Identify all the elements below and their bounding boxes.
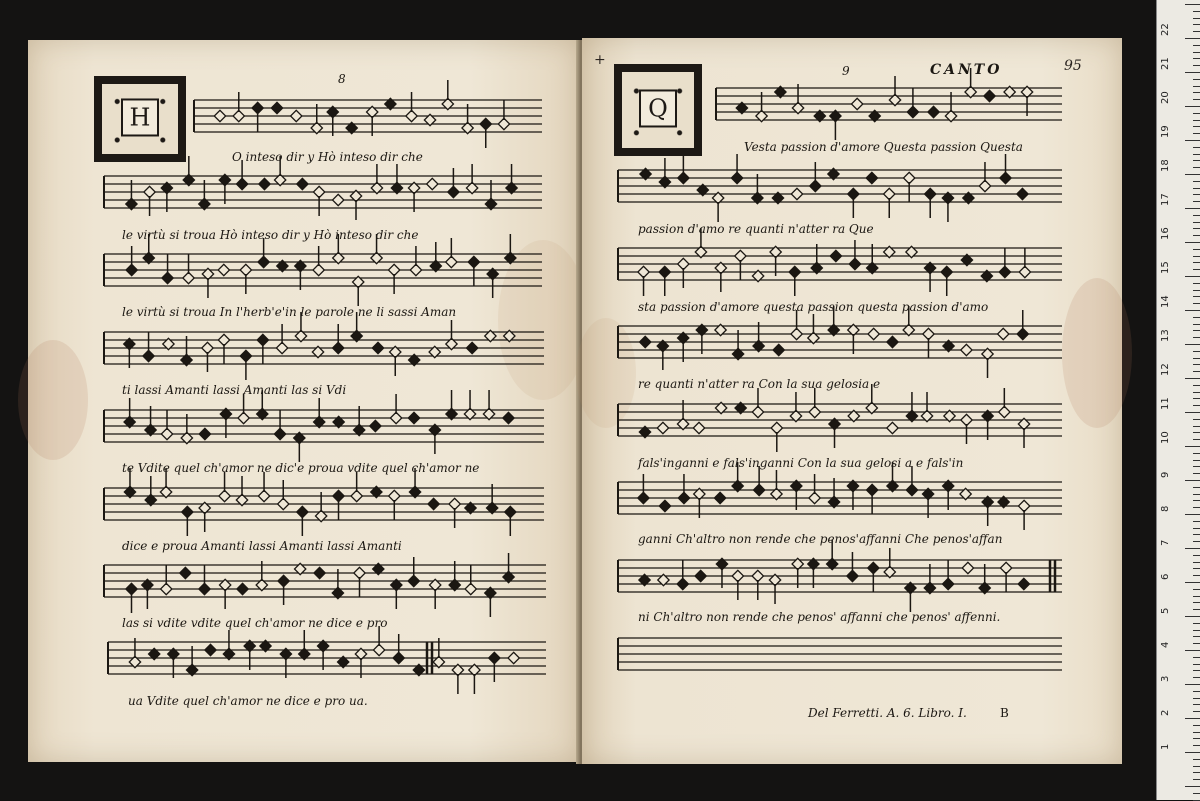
note-head xyxy=(508,652,519,663)
lyric-line: re quanti n'atter ra Con la sua gelosia e xyxy=(638,377,881,391)
ruler-tick xyxy=(1185,72,1200,73)
note-head xyxy=(942,578,953,589)
ruler-tick xyxy=(1185,276,1200,277)
page-number-right: 9 xyxy=(842,64,850,78)
ruler-label: 21 xyxy=(1160,57,1171,70)
ruler-tick xyxy=(1193,235,1200,236)
measurement-ruler xyxy=(1156,0,1200,800)
ruler-tick xyxy=(1185,38,1200,39)
note-head xyxy=(962,562,973,573)
note-head xyxy=(257,334,268,345)
note-head xyxy=(390,412,401,423)
note-head xyxy=(640,336,651,347)
note-head xyxy=(388,264,399,275)
note-head xyxy=(884,188,895,199)
ruler-tick xyxy=(1193,86,1200,87)
ruler-label: 18 xyxy=(1160,159,1171,172)
note-head xyxy=(678,492,689,503)
lyric-line: Vesta passion d'amore Questa passion Questa xyxy=(744,140,1023,154)
ruler-tick xyxy=(1193,11,1200,12)
ruler-tick xyxy=(1185,514,1200,515)
ruler-tick xyxy=(1193,222,1200,223)
note-head xyxy=(468,256,479,267)
note-head xyxy=(278,575,289,586)
note-head xyxy=(446,256,457,267)
ruler-tick xyxy=(1193,18,1200,19)
note-head xyxy=(904,172,915,183)
ruler-tick xyxy=(1193,725,1200,726)
note-head xyxy=(941,266,952,277)
note-head xyxy=(678,172,689,183)
ruler-tick xyxy=(1193,99,1200,100)
lyric-line: ti lassi Amanti lassi Amanti las si Vdi xyxy=(122,383,347,397)
ruler-tick xyxy=(1193,160,1200,161)
note-head xyxy=(205,644,216,655)
voice-header: CANTO xyxy=(930,62,1003,78)
note-head xyxy=(410,264,421,275)
ruler-tick xyxy=(1193,738,1200,739)
note-head xyxy=(659,266,670,277)
ruler-tick xyxy=(1193,562,1200,563)
note-head xyxy=(847,570,858,581)
ruler-tick xyxy=(1185,378,1200,379)
note-head xyxy=(998,328,1009,339)
note-head xyxy=(498,118,509,129)
ruler-tick xyxy=(1193,65,1200,66)
note-head xyxy=(851,98,862,109)
ruler-tick xyxy=(1193,324,1200,325)
ruler-tick xyxy=(1193,691,1200,692)
decorated-initial-h xyxy=(94,76,186,162)
initial-letter: Q xyxy=(639,89,677,127)
ruler-tick xyxy=(1193,358,1200,359)
note-head xyxy=(218,264,229,275)
ruler-tick xyxy=(1193,58,1200,59)
ruler-tick xyxy=(1193,534,1200,535)
ruler-tick xyxy=(1185,616,1200,617)
note-head xyxy=(907,106,918,117)
decorated-initial-q xyxy=(614,64,702,156)
ruler-tick xyxy=(1193,181,1200,182)
note-head xyxy=(162,272,173,283)
note-head xyxy=(372,342,383,353)
ruler-tick xyxy=(1193,31,1200,32)
ruler-tick xyxy=(1185,412,1200,413)
note-head xyxy=(351,490,362,501)
lyric-line: las si vdite vdite quel ch'amor ne dice e pro xyxy=(122,616,388,630)
lyric-line: ua Vdite quel ch'amor ne dice e pro ua. xyxy=(128,694,368,708)
ruler-label: 11 xyxy=(1160,397,1171,410)
ruler-tick xyxy=(1193,793,1200,794)
note-head xyxy=(291,110,302,121)
note-head xyxy=(240,264,251,275)
note-head xyxy=(258,490,269,501)
lyric-line: dice e proua Amanti lassi Amanti lassi Amanti xyxy=(122,539,402,553)
ruler-label: 6 xyxy=(1160,573,1171,580)
ruler-tick xyxy=(1185,582,1200,583)
ruler-tick xyxy=(1193,351,1200,352)
ruler-tick xyxy=(1193,623,1200,624)
initial-letter: H xyxy=(121,98,159,136)
lyric-line: fals'inganni e fals'inganni Con la sua gelosi a e fals'in xyxy=(638,456,964,470)
note-head xyxy=(449,498,460,509)
note-head xyxy=(314,567,325,578)
ruler-tick xyxy=(1193,609,1200,610)
note-head xyxy=(866,484,877,495)
note-head xyxy=(199,583,210,594)
note-head xyxy=(1000,562,1011,573)
lyric-line: le virtù si troua Hò inteso dir y Hò inteso dir che xyxy=(122,228,419,242)
note-head xyxy=(849,258,860,269)
note-head xyxy=(406,110,417,121)
ruler-tick xyxy=(1185,650,1200,651)
ruler-tick xyxy=(1193,589,1200,590)
ruler-tick xyxy=(1193,296,1200,297)
note-head xyxy=(333,342,344,353)
ruler-tick xyxy=(1193,113,1200,114)
note-head xyxy=(752,406,763,417)
note-head xyxy=(1019,266,1030,277)
ruler-tick xyxy=(1193,330,1200,331)
ruler-label: 22 xyxy=(1160,23,1171,36)
ruler-tick xyxy=(1193,636,1200,637)
ruler-tick xyxy=(1193,256,1200,257)
note-head xyxy=(1018,578,1029,589)
ruler-tick xyxy=(1193,541,1200,542)
ruler-tick xyxy=(1193,52,1200,53)
lyric-line: ni Ch'altro non rende che penos' affanni che penos' affenni. xyxy=(638,610,1001,624)
note-head xyxy=(773,344,784,355)
note-head xyxy=(180,567,191,578)
note-head xyxy=(465,583,476,594)
lyric-line: sta passion d'amore questa passion questa passion d'amo xyxy=(638,300,989,314)
ruler-tick xyxy=(1193,24,1200,25)
note-head xyxy=(752,570,763,581)
note-head xyxy=(258,256,269,267)
note-head xyxy=(238,412,249,423)
lyric-line: te Vdite quel ch'amor ne dic'e proua vdite quel ch'amor ne xyxy=(122,461,480,475)
note-head xyxy=(333,490,344,501)
ruler-tick xyxy=(1185,106,1200,107)
ruler-label: 7 xyxy=(1160,539,1171,546)
ruler-tick xyxy=(1193,120,1200,121)
note-head xyxy=(489,652,500,663)
lyric-line: ganni Ch'altro non rende che penos'affanni Che penos'affan xyxy=(638,532,1003,546)
note-head xyxy=(278,498,289,509)
note-head xyxy=(809,492,820,503)
ruler-tick xyxy=(1193,283,1200,284)
ruler-tick xyxy=(1185,718,1200,719)
ruler-tick xyxy=(1193,677,1200,678)
ruler-tick xyxy=(1193,398,1200,399)
ruler-tick xyxy=(1193,670,1200,671)
note-head xyxy=(961,344,972,355)
ruler-tick xyxy=(1193,371,1200,372)
note-head xyxy=(237,583,248,594)
ruler-tick xyxy=(1185,208,1200,209)
ruler-tick xyxy=(1193,732,1200,733)
ruler-tick xyxy=(1193,426,1200,427)
note-head xyxy=(370,420,381,431)
note-head xyxy=(240,350,251,361)
note-head xyxy=(354,567,365,578)
note-head xyxy=(753,484,764,495)
ruler-tick xyxy=(1185,140,1200,141)
ruler-tick xyxy=(1185,344,1200,345)
note-head xyxy=(503,412,514,423)
note-head xyxy=(259,178,270,189)
ruler-tick xyxy=(1193,269,1200,270)
ruler-tick xyxy=(1193,473,1200,474)
ruler-tick xyxy=(1185,310,1200,311)
note-head xyxy=(182,506,193,517)
ruler-tick xyxy=(1193,79,1200,80)
ruler-tick xyxy=(1193,453,1200,454)
note-head xyxy=(906,484,917,495)
note-head xyxy=(274,428,285,439)
ruler-label: 4 xyxy=(1160,641,1171,648)
note-head xyxy=(373,644,384,655)
note-head xyxy=(126,264,137,275)
note-head xyxy=(408,575,419,586)
note-head xyxy=(1000,172,1011,183)
ruler-tick xyxy=(1193,745,1200,746)
ruler-label: 13 xyxy=(1160,329,1171,342)
ruler-tick xyxy=(1193,405,1200,406)
note-head xyxy=(297,178,308,189)
ruler-label: 1 xyxy=(1160,743,1171,750)
ruler-tick xyxy=(1193,766,1200,767)
ruler-tick xyxy=(1185,480,1200,481)
ruler-tick xyxy=(1185,174,1200,175)
ruler-label: 14 xyxy=(1160,295,1171,308)
note-head xyxy=(276,342,287,353)
ruler-label: 20 xyxy=(1160,91,1171,104)
note-head xyxy=(999,266,1010,277)
ruler-label: 8 xyxy=(1160,505,1171,512)
note-head xyxy=(313,264,324,275)
note-head xyxy=(428,498,439,509)
ruler-tick xyxy=(1185,242,1200,243)
note-head xyxy=(678,258,689,269)
ruler-tick xyxy=(1193,432,1200,433)
note-head xyxy=(214,110,225,121)
note-head xyxy=(693,422,704,433)
note-head xyxy=(848,188,859,199)
note-head xyxy=(219,490,230,501)
note-head xyxy=(735,250,746,261)
note-head xyxy=(714,492,725,503)
ruler-tick xyxy=(1193,664,1200,665)
note-head xyxy=(677,578,688,589)
note-head xyxy=(199,428,210,439)
ruler-tick xyxy=(1185,684,1200,685)
ruler-label: 10 xyxy=(1160,431,1171,444)
ruler-label: 5 xyxy=(1160,607,1171,614)
ruler-tick xyxy=(1193,487,1200,488)
ruler-tick xyxy=(1193,466,1200,467)
note-head xyxy=(1017,328,1028,339)
note-head xyxy=(236,178,247,189)
note-head xyxy=(427,178,438,189)
lyric-line: passion d'amo re quanti n'atter ra Que xyxy=(638,222,874,236)
ruler-tick xyxy=(1193,507,1200,508)
lyric-line: le virtù si troua In l'herb'e'in le parole ne li sassi Aman xyxy=(122,305,457,319)
note-head xyxy=(143,350,154,361)
ruler-tick xyxy=(1193,657,1200,658)
ruler-tick xyxy=(1185,4,1200,5)
ruler-tick xyxy=(1193,460,1200,461)
ruler-tick xyxy=(1185,548,1200,549)
note-head xyxy=(161,583,172,594)
ruler-tick xyxy=(1185,752,1200,753)
note-head xyxy=(999,406,1010,417)
ruler-tick xyxy=(1193,392,1200,393)
ruler-tick xyxy=(1193,92,1200,93)
note-head xyxy=(271,102,282,113)
note-head xyxy=(144,186,155,197)
note-head xyxy=(183,272,194,283)
note-head xyxy=(297,506,308,517)
ruler-tick xyxy=(1193,568,1200,569)
note-head xyxy=(866,172,877,183)
note-head xyxy=(657,422,668,433)
margin-mark: + xyxy=(594,52,606,68)
note-head xyxy=(480,118,491,129)
note-head xyxy=(313,186,324,197)
ruler-tick xyxy=(1193,194,1200,195)
ruler-tick xyxy=(1193,364,1200,365)
ruler-tick xyxy=(1193,147,1200,148)
ruler-tick xyxy=(1193,249,1200,250)
note-head xyxy=(638,266,649,277)
note-head xyxy=(218,334,229,345)
ruler-tick xyxy=(1193,439,1200,440)
note-head xyxy=(333,194,344,205)
signature-mark: B xyxy=(1000,706,1009,720)
printer-footer: Del Ferretti. A. 6. Libro. I. xyxy=(808,706,967,720)
note-head xyxy=(887,422,898,433)
note-head xyxy=(202,342,213,353)
note-head xyxy=(732,570,743,581)
note-head xyxy=(252,102,263,113)
note-head xyxy=(638,492,649,503)
ruler-tick xyxy=(1193,772,1200,773)
note-head xyxy=(928,106,939,117)
note-head xyxy=(791,328,802,339)
ruler-label: 15 xyxy=(1160,261,1171,274)
ruler-tick xyxy=(1193,555,1200,556)
note-head xyxy=(659,500,670,511)
ruler-tick xyxy=(1193,167,1200,168)
ruler-tick xyxy=(1193,126,1200,127)
ruler-tick xyxy=(1185,786,1200,787)
note-head xyxy=(923,328,934,339)
page-number-left: 8 xyxy=(338,72,346,86)
note-head xyxy=(868,328,879,339)
note-head xyxy=(161,428,172,439)
ruler-tick xyxy=(1185,446,1200,447)
ruler-tick xyxy=(1193,602,1200,603)
ruler-tick xyxy=(1193,262,1200,263)
note-head xyxy=(789,266,800,277)
note-head xyxy=(389,490,400,501)
note-head xyxy=(791,188,802,199)
ruler-tick xyxy=(1193,317,1200,318)
note-head xyxy=(393,652,404,663)
ruler-tick xyxy=(1193,521,1200,522)
ruler-tick xyxy=(1193,494,1200,495)
note-head xyxy=(925,188,936,199)
ruler-label: 12 xyxy=(1160,363,1171,376)
ruler-tick xyxy=(1193,303,1200,304)
note-head xyxy=(887,336,898,347)
ruler-tick xyxy=(1193,215,1200,216)
ruler-tick xyxy=(1193,779,1200,780)
ruler-tick xyxy=(1193,228,1200,229)
ruler-tick xyxy=(1193,45,1200,46)
ruler-tick xyxy=(1193,643,1200,644)
ruler-tick xyxy=(1193,500,1200,501)
note-head xyxy=(126,583,137,594)
ruler-tick xyxy=(1193,290,1200,291)
ruler-tick xyxy=(1193,759,1200,760)
note-head xyxy=(1017,188,1028,199)
note-head xyxy=(868,562,879,573)
note-head xyxy=(466,342,477,353)
ruler-tick xyxy=(1193,596,1200,597)
ruler-tick xyxy=(1193,133,1200,134)
note-head xyxy=(961,414,972,425)
note-head xyxy=(830,250,841,261)
handwritten-folio: 95 xyxy=(1064,58,1082,74)
ruler-tick xyxy=(1193,630,1200,631)
ruler-tick xyxy=(1193,154,1200,155)
ruler-tick xyxy=(1193,337,1200,338)
ruler-tick xyxy=(1193,575,1200,576)
note-head xyxy=(979,180,990,191)
ruler-label: 16 xyxy=(1160,227,1171,240)
note-head xyxy=(233,110,244,121)
ruler-tick xyxy=(1193,528,1200,529)
note-head xyxy=(771,422,782,433)
ruler-tick xyxy=(1193,704,1200,705)
note-head xyxy=(695,570,706,581)
ruler-tick xyxy=(1193,201,1200,202)
note-head xyxy=(408,412,419,423)
ruler-tick xyxy=(1193,385,1200,386)
note-head xyxy=(505,506,516,517)
ruler-tick xyxy=(1193,711,1200,712)
note-head xyxy=(448,186,459,197)
ruler-label: 17 xyxy=(1160,193,1171,206)
lyric-line: O inteso dir y Hò inteso dir che xyxy=(232,150,423,164)
ruler-tick xyxy=(1193,419,1200,420)
ruler-tick xyxy=(1193,698,1200,699)
ruler-label: 9 xyxy=(1160,471,1171,478)
ruler-label: 19 xyxy=(1160,125,1171,138)
note-head xyxy=(984,90,995,101)
ruler-tick xyxy=(1193,188,1200,189)
note-head xyxy=(810,180,821,191)
ruler-label: 3 xyxy=(1160,675,1171,682)
note-head xyxy=(731,172,742,183)
ruler-label: 2 xyxy=(1160,709,1171,716)
note-head xyxy=(1018,500,1029,511)
note-head xyxy=(809,406,820,417)
